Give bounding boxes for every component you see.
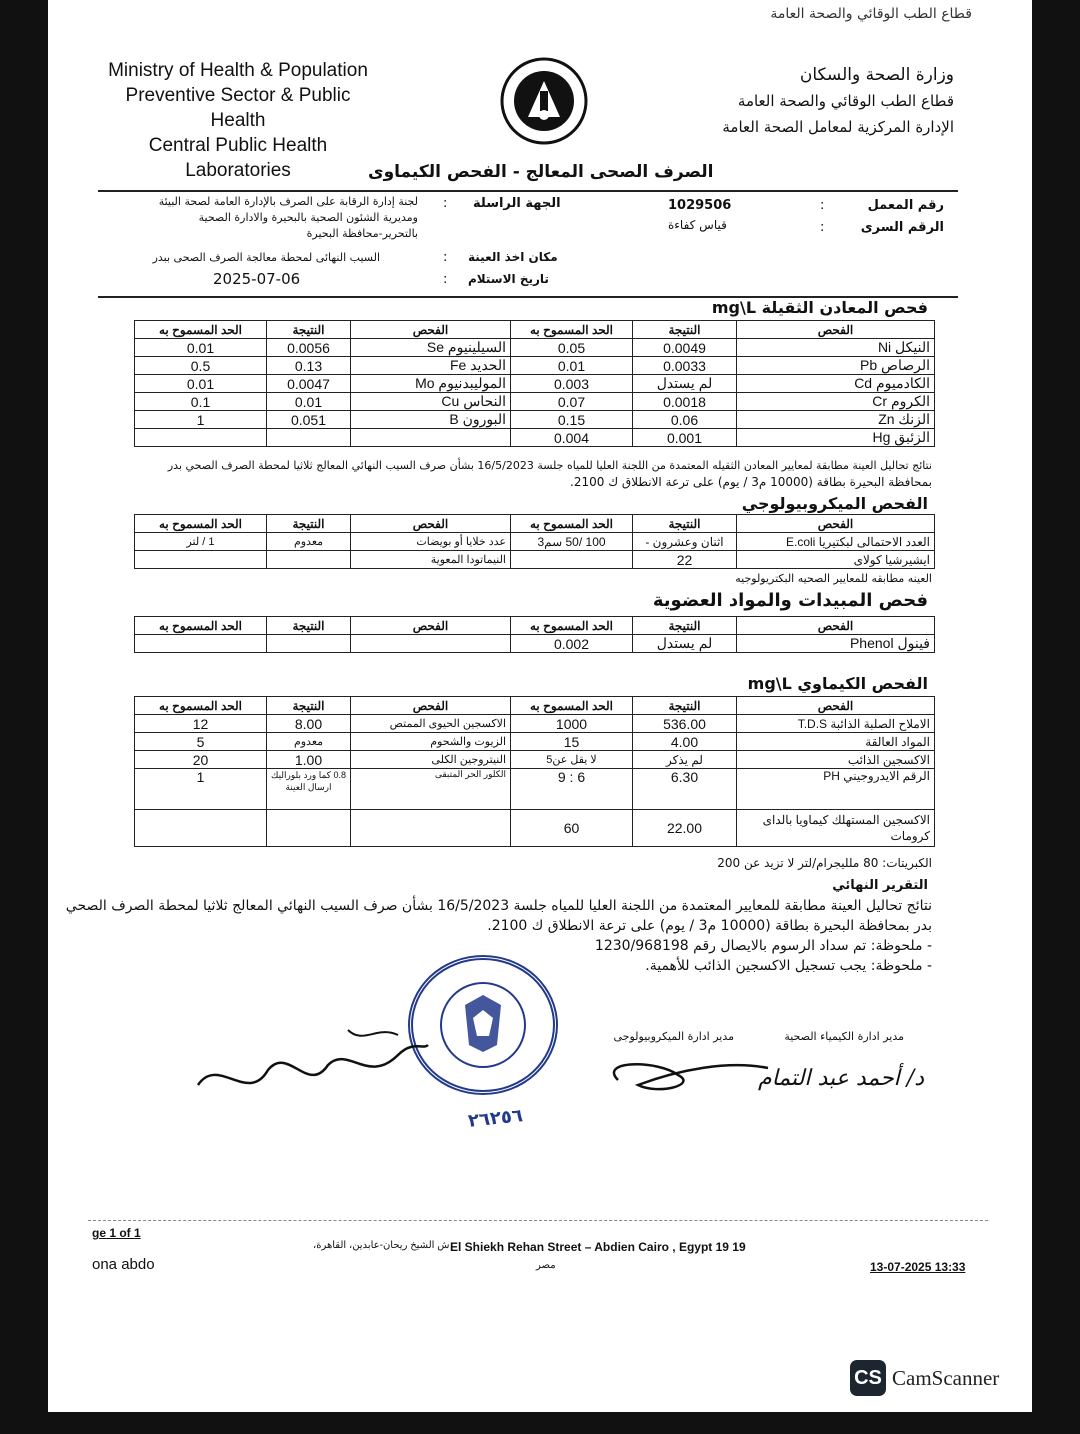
pesticides-title: فحص المبيدات والمواد العضوية bbox=[652, 590, 928, 611]
sample-place-label: مكان اخذ العينة bbox=[468, 250, 558, 264]
arabic-header bbox=[634, 62, 954, 140]
table-cell bbox=[135, 635, 267, 653]
table-cell: 0.01 bbox=[135, 339, 267, 357]
table-row bbox=[135, 357, 935, 375]
table-cell: 100 /50 سم3 bbox=[511, 533, 633, 551]
micro-manager-title: مدير ادارة الميكروبيولوجى bbox=[613, 1030, 734, 1043]
table-row bbox=[135, 551, 935, 569]
column-header: النتيجة bbox=[267, 697, 351, 715]
table-header-row bbox=[135, 515, 935, 533]
table-cell bbox=[351, 429, 511, 447]
sender-value bbox=[159, 194, 418, 242]
table-cell: الكادميوم Cd bbox=[737, 375, 935, 393]
table-cell: النيكل Ni bbox=[737, 339, 935, 357]
table-cell: 1 bbox=[135, 769, 267, 810]
header-ar-line: الإدارة المركزية لمعامل الصحة العامة bbox=[722, 118, 954, 136]
table-cell bbox=[135, 429, 267, 447]
colon: : bbox=[443, 250, 448, 265]
column-header: الفحص bbox=[351, 617, 511, 635]
column-header: الحد المسموح به bbox=[511, 515, 633, 533]
table-cell: الحديد Fe bbox=[351, 357, 511, 375]
table-cell: 6.30 bbox=[633, 769, 737, 810]
table-cell: 60 bbox=[511, 810, 633, 847]
table-cell: 0.001 bbox=[633, 429, 737, 447]
table-cell: عدد خلايا أو بويضات bbox=[351, 533, 511, 551]
column-header: الحد المسموح به bbox=[135, 697, 267, 715]
chemical-table bbox=[134, 696, 935, 847]
table-row bbox=[135, 375, 935, 393]
table-cell: العدد الاحتمالى لبكتيريا E.coli bbox=[737, 533, 935, 551]
table-cell: 536.00 bbox=[633, 715, 737, 733]
column-header: الفحص bbox=[351, 321, 511, 339]
table-cell: الزيوت والشحوم bbox=[351, 733, 511, 751]
page-number: ge 1 of 1 bbox=[92, 1226, 141, 1240]
table-cell: الاكسجين المستهلك كيماويا بالداى كرومات bbox=[737, 810, 935, 847]
table-cell: 0.0047 bbox=[267, 375, 351, 393]
column-header: الحد المسموح به bbox=[511, 697, 633, 715]
header-ar-line: قطاع الطب الوقائي والصحة العامة bbox=[737, 92, 954, 110]
table-cell bbox=[511, 551, 633, 569]
stamp-number: ٢٦٢٥٦ bbox=[467, 1105, 524, 1132]
signature-micro bbox=[598, 1050, 778, 1100]
sender-line: بالتحرير-محافظة البحيرة bbox=[306, 227, 418, 240]
table-cell: النيماتودا المعوية bbox=[351, 551, 511, 569]
table-cell: 0.003 bbox=[511, 375, 633, 393]
camscanner-logo-icon: CS bbox=[850, 1360, 886, 1396]
address-ar: ش الشيخ ريحان-عابدين، القاهرة، bbox=[313, 1240, 450, 1251]
sender-line: ومديرية الشئون الصحية بالبحيرة والادارة الصحية bbox=[198, 211, 418, 224]
country-ar: مصر bbox=[536, 1260, 556, 1271]
final-line: - ملحوظة: تم سداد الرسوم بالايصال رقم 1230/968198 bbox=[594, 938, 932, 954]
header-en-line: Laboratories bbox=[185, 160, 291, 181]
column-header: الفحص bbox=[351, 515, 511, 533]
column-header: الحد المسموح به bbox=[511, 617, 633, 635]
table-cell: 0.07 bbox=[511, 393, 633, 411]
micro-note: العينه مطابقه للمعايير الصحيه البكتريولوجيه bbox=[735, 572, 932, 585]
column-header: النتيجة bbox=[633, 617, 737, 635]
table-cell: 0.01 bbox=[135, 375, 267, 393]
table-row bbox=[135, 635, 935, 653]
header-ar-line: وزارة الصحة والسكان bbox=[799, 65, 954, 85]
colon: : bbox=[443, 196, 448, 211]
table-cell: 0.0018 bbox=[633, 393, 737, 411]
table-cell: 0.004 bbox=[511, 429, 633, 447]
signature-left bbox=[178, 1015, 438, 1105]
column-header: النتيجة bbox=[267, 321, 351, 339]
table-cell: الرصاص Pb bbox=[737, 357, 935, 375]
table-cell: 0.01 bbox=[267, 393, 351, 411]
header-en-line: Central Public Health bbox=[148, 135, 328, 156]
divider bbox=[98, 190, 958, 192]
table-header-row bbox=[135, 697, 935, 715]
column-header: النتيجة bbox=[267, 515, 351, 533]
table-cell: النحاس Cu bbox=[351, 393, 511, 411]
table-cell: البورون B bbox=[351, 411, 511, 429]
table-cell: 0.13 bbox=[267, 357, 351, 375]
table-row bbox=[135, 751, 935, 769]
table-cell: 8.00 bbox=[267, 715, 351, 733]
column-header: الفحص bbox=[737, 321, 935, 339]
final-line: - ملحوظة: يجب تسجيل الاكسجين الذائب للأهمية. bbox=[645, 958, 932, 974]
sulfide-note: الكبريتات: 80 ملليجرام/لتر لا تزيد عن 200 bbox=[717, 856, 932, 870]
table-cell bbox=[267, 810, 351, 847]
table-cell: 0.5 bbox=[135, 357, 267, 375]
table-cell: 1 bbox=[135, 411, 267, 429]
column-header: الحد المسموح به bbox=[511, 321, 633, 339]
header-en-line: Preventive Sector & Public bbox=[125, 85, 351, 106]
column-header: الحد المسموح به bbox=[135, 515, 267, 533]
serial-label: الرقم السرى bbox=[860, 220, 944, 235]
sender-label: الجهة الراسلة bbox=[473, 196, 561, 211]
heavy-metals-title: فحص المعادن الثقيلة mg\L bbox=[711, 298, 928, 317]
table-cell bbox=[267, 551, 351, 569]
table-cell: الزنك Zn bbox=[737, 411, 935, 429]
table-header-row bbox=[135, 617, 935, 635]
table-cell: السيلينيوم Se bbox=[351, 339, 511, 357]
table-cell: الاكسجين الحيوى الممتص bbox=[351, 715, 511, 733]
lab-number-value: 1029506 bbox=[668, 198, 732, 213]
micro-table bbox=[134, 514, 935, 569]
table-cell: 0.0049 bbox=[633, 339, 737, 357]
table-cell: 0.0033 bbox=[633, 357, 737, 375]
table-cell: اثنان وعشرون - bbox=[633, 533, 737, 551]
chem-manager-title: مدير ادارة الكيمياء الصحية bbox=[784, 1030, 904, 1043]
pesticides-table bbox=[134, 616, 935, 653]
table-cell: 0.1 bbox=[135, 393, 267, 411]
table-cell: 4.00 bbox=[633, 733, 737, 751]
top-cut-text: قطاع الطب الوقائي والصحة العامة bbox=[770, 6, 972, 22]
table-cell: الاكسجين الذائب bbox=[737, 751, 935, 769]
table-cell: لم يستدل bbox=[633, 635, 737, 653]
column-header: النتيجة bbox=[633, 321, 737, 339]
colon: : bbox=[820, 198, 825, 213]
column-header: الحد المسموح به bbox=[135, 617, 267, 635]
table-row bbox=[135, 715, 935, 733]
english-header bbox=[88, 58, 388, 183]
table-cell bbox=[351, 810, 511, 847]
table-cell: 0.002 bbox=[511, 635, 633, 653]
receipt-date-label: تاريخ الاستلام bbox=[468, 272, 549, 286]
table-cell: 12 bbox=[135, 715, 267, 733]
table-cell: الكلور الحر المتبقى bbox=[351, 769, 511, 810]
table-cell: الموليبدنيوم Mo bbox=[351, 375, 511, 393]
note-line: بمحافظة البحيرة بطاقة (10000 م3 / يوم) على ترعة الانطلاق ك 2100. bbox=[570, 475, 932, 489]
document-page bbox=[48, 0, 1032, 1412]
column-header: الفحص bbox=[351, 697, 511, 715]
table-row bbox=[135, 393, 935, 411]
column-header: النتيجة bbox=[633, 515, 737, 533]
note-line: نتائج تحاليل العينة مطابقة لمعايير المعادن الثقيله المعتمدة من اللجنة العليا للمياه جلسة 16/5/2023 بشأن صرف السيب النهائي المعالج ثلاثيا لمحطة الصرف الصحي بدر bbox=[167, 459, 932, 472]
table-cell: 22 bbox=[633, 551, 737, 569]
column-header: النتيجة bbox=[633, 697, 737, 715]
column-header: الفحص bbox=[737, 515, 935, 533]
table-cell: الرقم الايدروجيني PH bbox=[737, 769, 935, 810]
table-cell: 20 bbox=[135, 751, 267, 769]
chemical-title: الفحص الكيماوي mg\L bbox=[747, 674, 928, 693]
lab-logo bbox=[498, 55, 590, 147]
final-report-title: التقرير النهائي bbox=[832, 878, 928, 893]
document-title: الصرف الصحى المعالج - الفحص الكيماوى bbox=[368, 162, 714, 182]
table-cell: لا يقل عن5 bbox=[511, 751, 633, 769]
serial-value: قياس كفاءة bbox=[668, 218, 727, 232]
table-row bbox=[135, 733, 935, 751]
header-en-line: Health bbox=[210, 110, 266, 131]
print-datetime: 13-07-2025 13:33 bbox=[870, 1260, 966, 1274]
receipt-date-value: 2025-07-06 bbox=[213, 270, 301, 288]
column-header: النتيجة bbox=[267, 617, 351, 635]
table-cell bbox=[135, 551, 267, 569]
final-line: بدر بمحافظة البحيرة بطاقة (10000 م3 / يوم) على ترعة الانطلاق ك 2100. bbox=[487, 918, 932, 934]
table-cell: ايشيرشيا كولاى bbox=[737, 551, 935, 569]
camscanner-watermark: CamScanner bbox=[892, 1366, 1000, 1390]
lab-number-label: رقم المعمل bbox=[867, 198, 944, 213]
table-cell bbox=[267, 429, 351, 447]
table-cell: الاملاح الصلبة الذائبة T.D.S bbox=[737, 715, 935, 733]
table-row bbox=[135, 810, 935, 847]
table-row bbox=[135, 533, 935, 551]
table-cell: 1 / لتر bbox=[135, 533, 267, 551]
table-cell: الزئبق Hg bbox=[737, 429, 935, 447]
table-row bbox=[135, 411, 935, 429]
table-cell bbox=[267, 635, 351, 653]
column-header: الفحص bbox=[737, 697, 935, 715]
table-cell: فينول Phenol bbox=[737, 635, 935, 653]
signature-chem: د/ أحمد عبد التمام bbox=[758, 1066, 924, 1091]
colon: : bbox=[820, 220, 825, 235]
table-cell: 0.06 bbox=[633, 411, 737, 429]
table-row bbox=[135, 339, 935, 357]
column-header: الفحص bbox=[737, 617, 935, 635]
table-cell: معدوم bbox=[267, 533, 351, 551]
heavy-metals-note bbox=[168, 458, 932, 490]
table-cell bbox=[135, 810, 267, 847]
user-name: ona abdo bbox=[92, 1256, 155, 1273]
table-cell: 5 bbox=[135, 733, 267, 751]
table-cell: 15 bbox=[511, 733, 633, 751]
sample-place-value: السيب النهائى لمحطة معالجة الصرف الصحى ببدر bbox=[152, 251, 380, 264]
table-cell: المواد العالقة bbox=[737, 733, 935, 751]
address-en: El Shiekh Rehan Street – Abdien Cairo , Egypt 19 19 bbox=[450, 1240, 746, 1254]
header-en-line: Ministry of Health & Population bbox=[108, 60, 368, 81]
table-header-row bbox=[135, 321, 935, 339]
table-cell: 0.051 bbox=[267, 411, 351, 429]
table-cell: 0.05 bbox=[511, 339, 633, 357]
table-cell: 0.15 bbox=[511, 411, 633, 429]
column-header: الحد المسموح به bbox=[135, 321, 267, 339]
sender-line: لجنة إدارة الرقابة على الصرف بالإدارة العامة لصحة البيئة bbox=[158, 195, 418, 208]
divider bbox=[88, 1220, 988, 1221]
table-cell: 6 : 9 bbox=[511, 769, 633, 810]
table-cell: معدوم bbox=[267, 733, 351, 751]
table-cell: 0.01 bbox=[511, 357, 633, 375]
table-cell: النيتروجين الكلى bbox=[351, 751, 511, 769]
final-line: نتائج تحاليل العينة مطابقة للمعايير المعتمدة من اللجنة العليا للمياه جلسة 16/5/2023 بشأن صرف السيب النهائي المعالج ثلاثيا لمحطة الصرف الصحي bbox=[65, 898, 932, 914]
table-cell: 22.00 bbox=[633, 810, 737, 847]
colon: : bbox=[443, 272, 448, 287]
table-cell: 1000 bbox=[511, 715, 633, 733]
table-cell: الكروم Cr bbox=[737, 393, 935, 411]
table-cell: لم يذكر bbox=[633, 751, 737, 769]
table-row bbox=[135, 429, 935, 447]
table-cell bbox=[351, 635, 511, 653]
table-cell: 1.00 bbox=[267, 751, 351, 769]
table-cell: 0.8 كما ورد بلوراليك ارسال العينة bbox=[267, 769, 351, 810]
table-cell: لم يستدل bbox=[633, 375, 737, 393]
table-cell: 0.0056 bbox=[267, 339, 351, 357]
heavy-metals-table bbox=[134, 320, 935, 447]
table-row bbox=[135, 769, 935, 810]
micro-title: الفحص الميكروبيولوجي bbox=[741, 494, 928, 513]
